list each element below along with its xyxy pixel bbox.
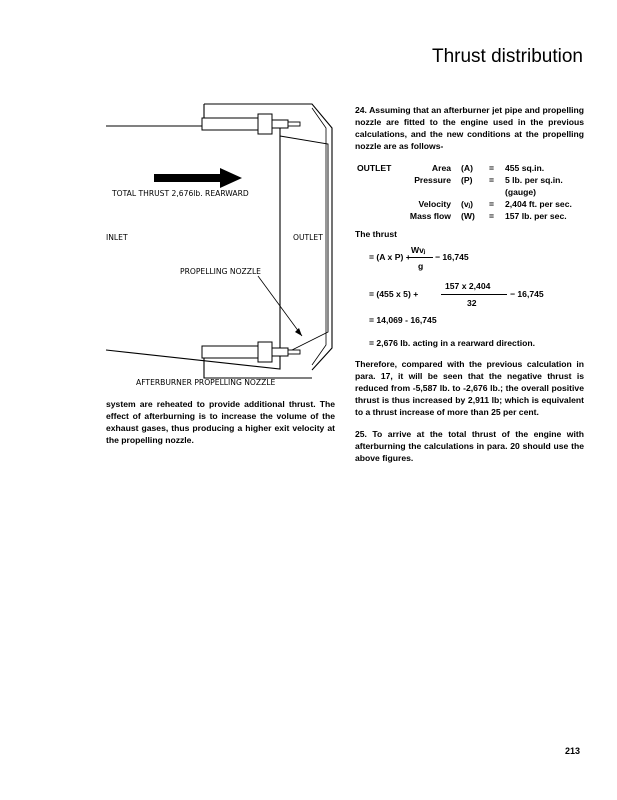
outlet-cell-sym: (A) bbox=[461, 163, 473, 173]
paragraph: system are reheated to provide additional thrust. The effect of afterburning is to increase the volume of the exhaust gases, thus producing a higher exit velocity at the propelling nozzle. bbox=[106, 399, 335, 445]
eq2-left: = (455 x 5) + bbox=[369, 289, 419, 299]
outlet-row bbox=[355, 210, 574, 222]
outlet-cell-c0 bbox=[355, 198, 399, 210]
outlet-cell-name: Velocity bbox=[418, 199, 451, 209]
right-column bbox=[355, 104, 584, 474]
eq2-num: 157 x 2,404 bbox=[445, 281, 491, 291]
outlet-cell-name: Area bbox=[431, 163, 451, 173]
duct-outline bbox=[106, 126, 280, 369]
eq1-den: g bbox=[418, 261, 424, 271]
left-column bbox=[106, 398, 335, 456]
outlet-cell-name bbox=[399, 186, 453, 198]
outlet-row bbox=[355, 162, 574, 174]
page-number: 213 bbox=[565, 746, 581, 756]
outlet-conditions-table bbox=[355, 162, 574, 222]
outlet-cell-sym: (W) bbox=[461, 211, 475, 221]
thrust-equations bbox=[355, 244, 584, 354]
outlet-cell-name: Pressure bbox=[414, 175, 451, 185]
eq2-right: − 16,745 bbox=[510, 289, 544, 299]
outlet-cell-sym: (vⱼ) bbox=[461, 199, 474, 209]
eq2-den: 32 bbox=[467, 298, 477, 308]
eq3: = 14,069 - 16,745 bbox=[369, 315, 437, 325]
outlet-cell-c0 bbox=[355, 174, 399, 186]
afterburner-nozzle-diagram bbox=[100, 100, 345, 395]
outlet-cell-val: 5 lb. per sq.in. bbox=[505, 175, 563, 185]
outlet-cell-name: Mass flow bbox=[409, 211, 451, 221]
nozzle-cone bbox=[280, 136, 328, 356]
outlet-cell-eq: = bbox=[489, 211, 495, 221]
outlet-cell-eq: = bbox=[489, 175, 495, 185]
outlet-cell-val: 455 sq.in. bbox=[505, 163, 545, 173]
figure-caption: AFTERBURNER PROPELLING NOZZLE bbox=[136, 378, 276, 387]
outlet-cell-sym: (P) bbox=[461, 175, 473, 185]
outlet-row bbox=[355, 174, 574, 186]
eq1-num: Wvⱼ bbox=[411, 245, 426, 255]
inlet-label: INLET bbox=[106, 233, 128, 242]
eq1-left: = (A x P) + bbox=[369, 252, 411, 262]
outlet-cell-eq: = bbox=[489, 163, 495, 173]
outlet-cell-eq bbox=[487, 186, 503, 198]
nozzle-label: PROPELLING NOZZLE bbox=[180, 267, 261, 276]
top-actuator bbox=[202, 118, 258, 130]
outlet-cell-val: (gauge) bbox=[505, 187, 537, 197]
outlet-row bbox=[355, 198, 574, 210]
outlet-cell-val: 2,404 ft. per sec. bbox=[505, 199, 572, 209]
outlet-cell-sym bbox=[453, 186, 487, 198]
paragraph-therefore: Therefore, compared with the previous calculation in para. 17, it will be seen that the negative thrust is reduced from -5,587 lb. to -2,676 lb.; the overall positive thrust is thus increased by 2,911 lb; which is equivalent to a thrust increase of more than 25 per cent. bbox=[355, 359, 584, 417]
outlet-cell-val: 157 lb. per sec. bbox=[505, 211, 567, 221]
outlet-label: OUTLET bbox=[293, 233, 323, 242]
thrust-label: TOTAL THRUST 2,676lb. REARWARD bbox=[112, 189, 249, 198]
bottom-actuator bbox=[202, 346, 258, 358]
eq1-right: − 16,745 bbox=[435, 252, 469, 262]
paragraph-24: 24. Assuming that an afterburner jet pipe and propelling nozzle are fitted to the engine used in the previous calculations, and the new conditions at the propelling nozzle are as follows- bbox=[355, 105, 584, 151]
eq4: = 2,676 lb. acting in a rearward direction. bbox=[369, 338, 535, 348]
outlet-cell-c0 bbox=[355, 186, 399, 198]
the-thrust-label: The thrust bbox=[355, 229, 398, 239]
thrust-arrow-icon bbox=[154, 168, 242, 188]
paragraph-25: 25. To arrive at the total thrust of the engine with afterburning the calculations in para. 20 should use the above figures. bbox=[355, 429, 584, 463]
page-title: Thrust distribution bbox=[431, 46, 583, 67]
outlet-row bbox=[355, 186, 574, 198]
outlet-cell-c0: OUTLET bbox=[357, 163, 392, 173]
outlet-cell-eq: = bbox=[489, 199, 495, 209]
outlet-cell-c0 bbox=[355, 210, 399, 222]
